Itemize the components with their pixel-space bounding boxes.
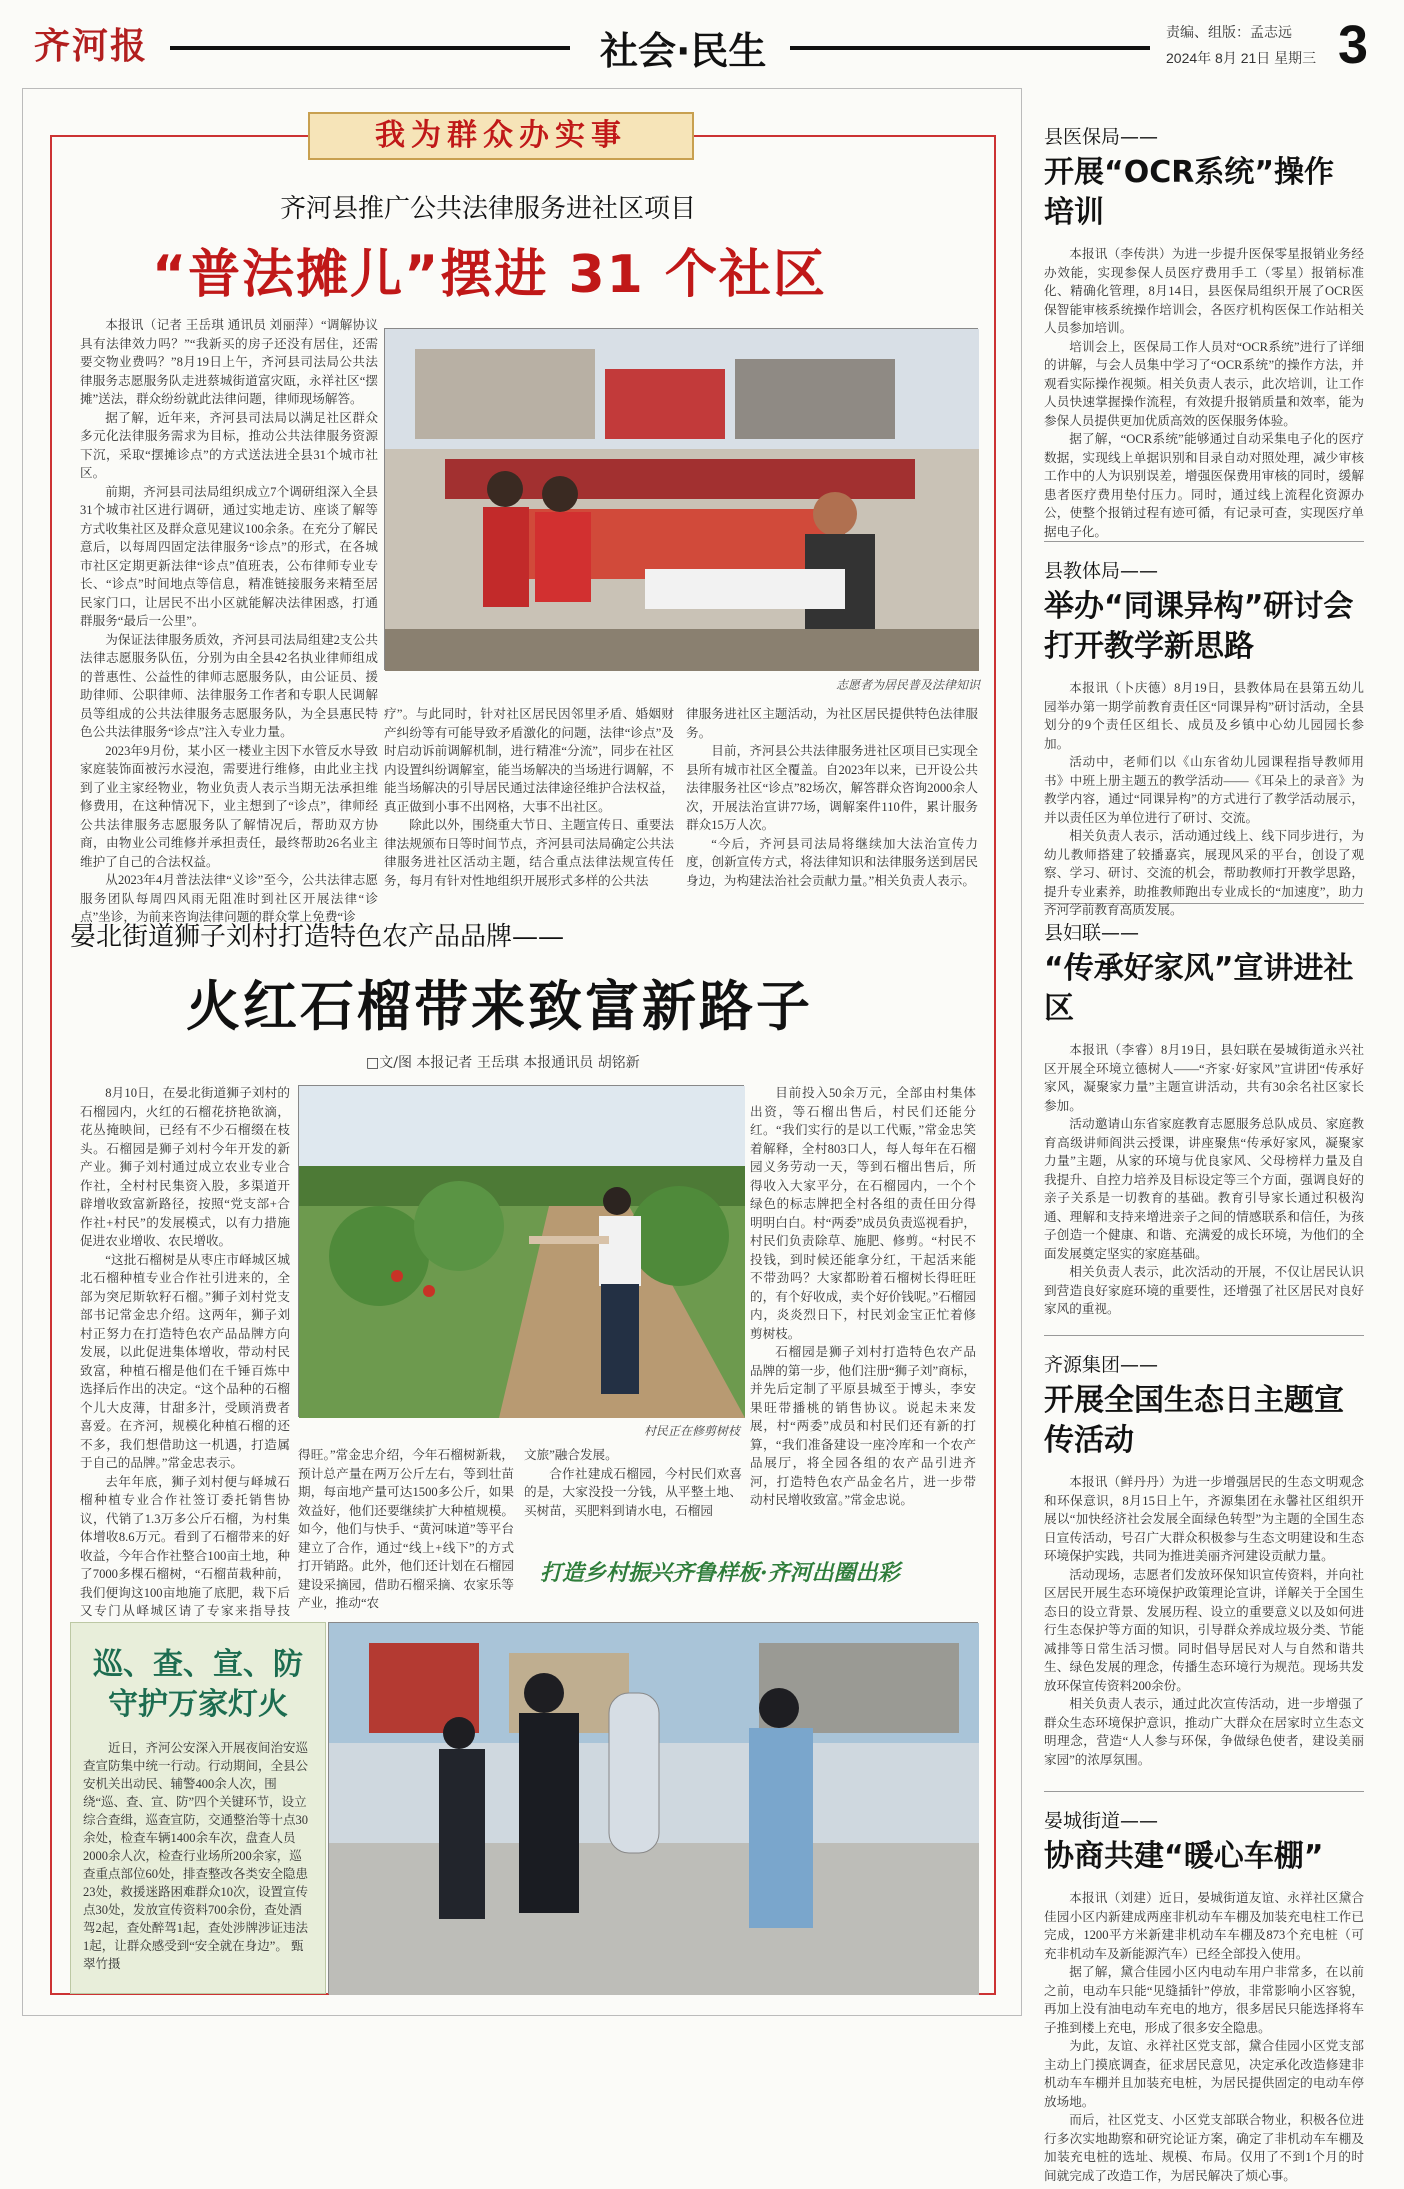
paragraph: 本报讯（鲜丹丹）为进一步增强居民的生态文明观念和环保意识，8月15日上午，齐源集团在永馨社区组织开展以“加快经济社会发展全面绿色转型”为主题的全国生态日宣传活动，号召广大群众积极参与生态文明建设和生态环境保护实践，共同为推进美丽齐河建设贡献力量。 — [1044, 1475, 1364, 1563]
police-box — [70, 1622, 326, 1994]
header-rule-right — [790, 46, 1150, 50]
news-brief — [1044, 1806, 1364, 2189]
paragraph: 相关负责人表示，此次活动的开展，不仅让居民认识到营造良好家庭环境的重要性，还增强了社区居民对良好家风的重视。 — [1044, 1265, 1364, 1316]
paragraph: 据了解，近年来，齐河县司法局以满足社区群众多元化法律服务需求为目标，推动公共法律服务资源下沉，采取“摆摊诊点”的方式送法进全县31个城市社区。 — [80, 410, 378, 480]
paragraph: 本报讯（记者 王岳琪 通讯员 刘丽萍）“调解协议具有法律效力吗？”“我新买的房子还没有居住，还需要交物业费吗？”8月19日上午，齐河县司法局公共法律服务志愿服务队走进蔡城街道富灾瓯，永祥社区“摆摊”送法，群众纷纷就此法律问题，律师现场解答。 — [80, 318, 378, 406]
brief-source: 晏城街道—— — [1044, 1810, 1159, 1832]
brief-title: “传承好家风”宣讲进社区 — [1044, 951, 1354, 1026]
police-box-body: 近日，齐河公安深入开展夜间治安巡查宣防集中统一行动。行动期间，全县公安机关出动民、辅警400余人次，围绕“巡、查、宣、防”四个关键环节，设立综合查缉，巡查宣防，交通整治等十点30余处，检查车辆1400余车次，盘查人员2000余人次，检查行业场所200余家，巡查重点部位60处，排查整改各类安全隐患23处，救援迷路困难群众10次，设置宣传点30处，发放宣传资料700余份，查处酒驾2起，查处醉驾1起，查处涉牌涉证违法1起，让群众感受到“安全就在身边”。 甄翠竹摄 — [83, 1741, 309, 1971]
brief-title: 开展全国生态日主题宣传活动 — [1044, 1383, 1344, 1458]
paragraph: 文旅”融合发展。 — [524, 1448, 618, 1462]
second-kicker: 晏北街道狮子刘村打造特色农产品品牌—— — [70, 922, 565, 952]
paragraph: 活动邀请山东省家庭教育志愿服务总队成员、家庭教育高级讲师阎洪云授课，讲座聚焦“传承好家风，凝聚家力量”主题，从家的环境与优良家风、父母榜样力量及自我提升、自控力培养及目标设定等三个方面，强调良好的亲子关系是一切教育的基础。教育引导家长通过积极沟通、理解和支持来增进亲子之间的情感联系和信任，为孩子创造一个健康、和谐、充满爱的成长环境，为他们的全面发展奠定坚实的家庭基础。 — [1044, 1117, 1364, 1261]
header-rule-left — [170, 46, 570, 50]
masthead — [20, 12, 1384, 75]
paragraph: 活动现场，志愿者们发放环保知识宣传资料，并向社区居民开展生态环境保护政策理论宣讲，详解关于全国生态日的设立背景、发展历程、设立的重要意义以及如何进行生态保护等方面的知识，引导群众养成垃圾分类、节能减排等日常生活习惯。同时倡导居民对人与自然和谐共生、绿色发展的理念，传播生态环境行为规范。现场共发放环保宣传资料200余份。 — [1044, 1567, 1364, 1693]
brief-source: 齐源集团—— — [1044, 1354, 1159, 1376]
brief-title: 举办“同课异构”研讨会打开教学新思路 — [1044, 589, 1354, 664]
paragraph: 石榴园是狮子刘村打造特色农产品品牌的第一步，他们注册“狮子刘”商标，并先后定制了平原县城至于博头，李安果旺带播桃的销售协议。说起未来发展，村“两委”成员和村民们还有新的打算，“我们准备建设一座冷库和一个农产品展厅，将全园各组的农产品引进齐河，打造特色农产品金名片，进一步带动村民增收致富。”常金忠说。 — [750, 1345, 976, 1507]
right-news-column — [1044, 122, 1364, 2183]
brief-source: 县教体局—— — [1044, 560, 1159, 582]
paragraph: 本报讯（李传洪）为进一步提升医保零星报销业务经办效能，实现参保人员医疗费用手工（零星）报销标准化、精确化管理，8月14日，县医保局组织开展了OCR医保智能审核系统操作培训会，各医疗机构医保工作站相关人员参加培训。 — [1044, 247, 1364, 335]
second-column-3 — [524, 1446, 742, 1542]
news-brief — [1044, 918, 1364, 1321]
paragraph: 合作社建成石榴园，今村民们欢喜的是，大家没投一分钱，从平整土地、买树苗，买肥料到请水电，石榴园 — [524, 1466, 742, 1518]
feature-column-2 — [384, 705, 674, 890]
paragraph: 从2023年4月普法法律“义诊”至今，公共法律志愿服务团队每周四风雨无阻准时到社区开展法律“诊点”坐诊，为前来咨询法律问题的群众掌上免费“诊 — [80, 873, 378, 924]
second-byline: □文/图 本报记者 王岳琪 本报通讯员 胡铭新 — [366, 1055, 640, 1071]
second-photo-caption: 村民正在修剪树枝 — [643, 1424, 740, 1438]
paragraph: 律服务进社区主题活动，为社区居民提供特色法律服务。 — [686, 707, 978, 740]
paragraph: 本报讯（李睿）8月19日，县妇联在晏城街道永兴社区开展全环境立德树人——“齐家·好家风”宣讲团“传承好家风，凝聚家力量”主题宣讲活动，共有30余名社区家长参加。 — [1044, 1043, 1364, 1113]
divider — [1044, 1335, 1364, 1336]
issue-date: 2024年 8月 21日 星期三 — [1166, 50, 1317, 66]
divider — [1044, 1791, 1364, 1792]
brief-title: 协商共建“暖心车棚” — [1044, 1839, 1324, 1874]
police-box-title-2: 守护万家灯火 — [108, 1687, 288, 1722]
paragraph: 得旺。”常金忠介绍，今年石榴树新栽，预计总产量在两万公斤左右，等到壮苗期，每亩地产量可达1500多公斤，如果效益好，他们还要继续扩大种植规模。如今，他们与快手、“黄河味道”等平台建立了合作，通过“线上+线下”的方式打开销路。此外，他们还计划在石榴园建设采摘园，借助石榴采摘、农家乐等产业，推动“农 — [298, 1448, 514, 1610]
paragraph: 而后，社区党支、小区党支部联合物业，积极各位进行多次实地勘察和研究论证方案，确定了非机动车车棚及加装充电桩的选址、规模、布局。仅用了不到1个月的时间就完成了改造工作，为居民解决了烦心事。 — [1044, 2113, 1364, 2183]
paragraph: 据了解，黛合佳园小区内电动车用户非常多，在以前之前，电动车只能“见缝插针”停放，非常影响小区容貌，再加上没有油电动车充电的地方，很多居民只能选择将车子推到楼上充电，形成了很多安全隐患。 — [1044, 1965, 1364, 2035]
paragraph: 活动中，老师们以《山东省幼儿园课程指导教师用书》中班上册主题五的教学活动——《耳朵上的录音》为教学内容，通过“同课异构”的方式进行了教学活动展示，并以责任区为单位进行了研讨、交流。 — [1044, 755, 1364, 825]
brief-title: 开展“OCR系统”操作培训 — [1044, 155, 1335, 230]
paragraph: 疗”。与此同时，针对社区居民因邻里矛盾、婚姻财产纠纷等有可能导致矛盾激化的问题，法律“诊点”及时启动诉前调解机制，进行精准“分流”，同步在社区内设置纠纷调解室，能当场解决的当场进行调解，不能当场解决的引导居民通过法律途径维护合法权益，真正做到小事不出网格，大事不出社区。 — [384, 707, 674, 814]
news-brief — [1044, 556, 1364, 917]
feature-photo-caption: 志愿者为居民普及法律知识 — [835, 678, 980, 692]
pomegranate-orchard-photo — [298, 1085, 744, 1417]
paragraph: 目前投入50余万元，全部由村集体出资，等石榴出售后，村民们还能分红。“我们实行的是以工代赈，”常金忠笑着解释，全村803口人，每人每年在石榴园义务劳动一天，等到石榴出售后，所得收入大家平分，在石榴园内，一个个绿色的标志牌把全村各组的责任田分得明明白白。村“两委”成员负责巡视看护，村民们负责除草、施肥、修剪。“村民不投钱，到时候还能拿分红，干起活来能不带劲吗？大家都盼着石榴树长得旺旺的，有个好收成，卖个好价钱呢。”石榴园内，炎炎烈日下，村民刘金宝正忙着修剪树枝。 — [750, 1086, 976, 1341]
campaign-banner: 我为群众办实事 — [308, 112, 694, 160]
paragraph: 为保证法律服务质效，齐河县司法局组建2支公共法律志愿服务队伍，分别为由全县42名执业律师组成的普惠性、公益性的律师志愿服务队，由公证员、援助律师、公职律师、法律服务工作者和专职人民调解员等组成的公共法律服务志愿服务队，为全县惠民特色公共法律服务“诊点”注入专业力量。 — [80, 632, 378, 739]
paragraph: 据了解，“OCR系统”能够通过自动采集电子化的医疗数据，实现线上单据识别和目录自动对照处理，减少审核工作中的人为识别误差，增强医保费用审核的同时，缓解患者医疗费用垫付压力。同时，通过线上流程化资源办公，使整个报销过程有迹可循，有记录可查，实现医疗单据电子化。 — [1044, 432, 1364, 539]
feature-column-1 — [80, 316, 378, 1074]
paragraph: 本报讯（刘建）近日，晏城街道友谊、永祥社区黛合佳园小区内新建成两座非机动车车棚及加装充电柱工作已完成，1200平方米新建非机动车车棚及873个充电桩（可充非机动车及新能源汽车）已经全部投入使用。 — [1044, 1891, 1364, 1961]
feature-headline: “普法摊儿”摆进 31 个社区 — [152, 245, 827, 305]
paragraph: 2023年9月份，某小区一楼业主因下水管反水导致家庭装饰面被污水浸泡，需要进行维修，由此业主找到了业主家经物业，物业负责人表示当期无法承担维修费用，在这种情况下，业主想到了“诊点”，律师经公共法律服务志愿服务队了解情况后，帮助双方协商，由物业公司维修并承担责任，最终帮助26名业主维护了自己的合法权益。 — [80, 743, 378, 869]
news-brief — [1044, 1350, 1364, 1777]
news-brief — [1044, 122, 1364, 539]
feature-column-3 — [686, 705, 978, 890]
paragraph: “这批石榴树是从枣庄市峄城区城北石榴种植专业合作社引进来的，全部为突尼斯软籽石榴。”狮子刘村党支部书记常金忠介绍。这两年，狮子刘村正努力在打造特色农产品品牌方向发展，以此促进集体增收，带动村民致富，种植石榴是他们在千锤百炼中选择后作出的决定。“这个品种的石榴个儿大皮薄，甘甜多汁，受顾消费者喜爱。在齐河，规模化种植石榴的还不多，我们想借助这一机遇，打造属于自己的品牌。”常金忠表示。 — [80, 1252, 290, 1470]
paragraph: 培训会上，医保局工作人员对“OCR系统”进行了详细的讲解，与会人员集中学习了“OCR系统”的操作方法，并观看实际操作视频。相关负责人表示，此次培训，让工作人员快速掌握操作流程，有效提升报销质量和效率，能为参保人员提供更加优质高效的医保服务体验。 — [1044, 339, 1364, 428]
paragraph: 前期，齐河县司法局组织成立7个调研组深入全县31个城市社区进行调研，通过实地走访、座谈了解等方式收集社区及群众意见建议100余条。在充分了解民意后，以每周四固定法律服务“诊点”的形式，在各城市社区定期更新法律“诊点”值班表，公布律师专业专长、“诊点”时间地点等信息，精准链接服务来精至居民家门口，让居民不出小区就能解决法律困惑，打通群服务“最后一公里”。 — [80, 484, 378, 628]
paragraph: 为此，友谊、永祥社区党支部，黛合佳园小区党支部主动上门摸底调查，征求居民意见，决定承化改造修建非机动车车棚并且加装充电桩，为居民提供固定的电动车停放场地。 — [1044, 2039, 1364, 2109]
paragraph: 除此以外，围绕重大节日、主题宣传日、重要法律法规颁布日等时间节点，齐河县司法局确定公共法律服务进社区活动主题，结合重点法律法规宣传任务，每月有针对性地组织开展形式多样的公共法 — [384, 818, 674, 888]
campaign-slogan: 打造乡村振兴齐鲁样板·齐河出圈出彩 — [540, 1560, 900, 1586]
brief-source: 县妇联—— — [1044, 922, 1140, 944]
newspaper-logo: 齐河报 — [34, 25, 149, 67]
second-headline: 火红石榴带来致富新路子 — [186, 974, 813, 1038]
brief-source: 县医保局—— — [1044, 126, 1159, 148]
legal-service-photo — [384, 328, 978, 670]
paragraph: 相关负责人表示，通过此次宣传活动，进一步增强了群众生态环境保护意识，推动广大群众在居家时立生态文明理念，营造“人人参与环保，争做绿色使者，建设美丽家园”的浓厚氛围。 — [1044, 1697, 1364, 1767]
second-column-4 — [750, 1084, 976, 1542]
paragraph: 去年年底，狮子刘村便与峄城石榴种植专业合作社签订委托销售协议，代销了1.3万多公斤石榴，为村集体增收8.6万元。看到了石榴带来的好收益，今年合作社整合100亩土地，种了7000多棵石榴树，“石榴苗栽种前，我们便询这100亩地施了底肥，栽下后又专门从峄城区请了专家来指导技 — [80, 1474, 290, 1618]
section-title: 社会·民生 — [600, 29, 767, 73]
police-patrol-photo — [328, 1622, 978, 1994]
editor-credit: 责编、组版：孟志远 — [1166, 24, 1292, 40]
paragraph: 目前，齐河县公共法律服务进社区项目已实现全县所有城市社区全覆盖。自2023年以来，已开设公共法律服务社区“诊点”82场次，解答群众咨询2000余人次，开展法治宣讲77场，调解案件110件，累计服务群众15万人次。 — [686, 744, 978, 832]
paragraph: 相关负责人表示，活动通过线上、线下同步进行，为幼儿教师搭建了较播嘉宾，展现风采的平台，创设了观察、学习、研讨、交流的机会，帮助教师打开教学思路，提升专业素养，助推教师跑出专业成长的“加速度”，助力齐河学前教育高质发展。 — [1044, 829, 1364, 917]
feature-kicker: 齐河县推广公共法律服务进社区项目 — [280, 194, 697, 224]
paragraph: “今后，齐河县司法局将继续加大法治宣传力度，创新宣传方式，将法律知识和法律服务送到居民身边，为构建法治社会贡献力量。”相关负责人表示。 — [686, 836, 978, 888]
divider — [1044, 541, 1364, 542]
page-number: 3 — [1338, 15, 1369, 75]
paragraph: 8月10日，在晏北街道狮子刘村的石榴园内，火红的石榴花挤艳欲滴，花丛掩映间，已经有不少石榴缀在枝头。石榴园是狮子刘村今年开发的新产业。狮子刘村通过成立农业专业合作社，全村村民集资入股，多渠道开辟增收致富新路径，按照“党支部+合作社+村民”的发展模式，以有力措施促进农业增收、农民增收。 — [80, 1086, 290, 1248]
police-box-title-1: 巡、查、宣、防 — [93, 1647, 303, 1682]
paragraph: 本报讯（卜庆德）8月19日，县教体局在县第五幼儿园举办第一期学前教育责任区“同课异构”研讨活动，全县划分的9个责任区组长、成员及乡镇中心幼儿园园长参加。 — [1044, 681, 1364, 751]
